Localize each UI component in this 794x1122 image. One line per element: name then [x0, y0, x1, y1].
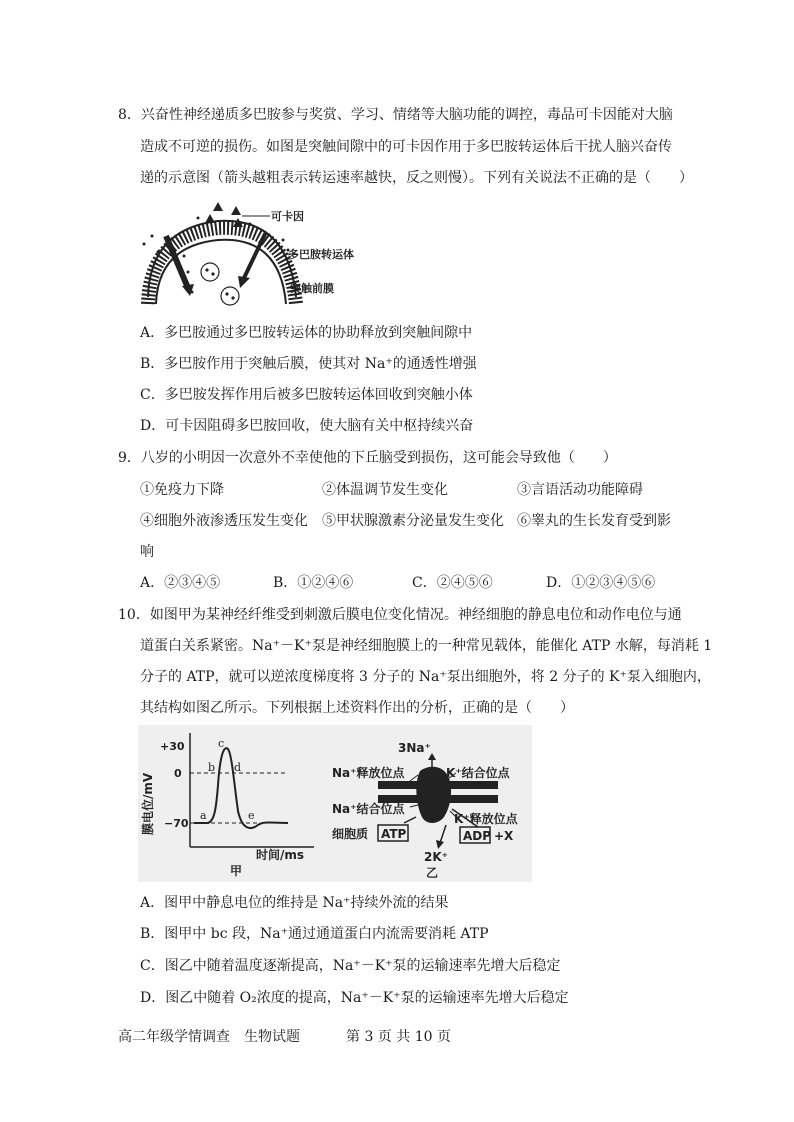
figure-yi-sodium-potassium-pump [328, 725, 532, 882]
figure-jia-membrane-potential [138, 725, 328, 882]
label-atp: ATP [381, 827, 407, 841]
label-dopamine-transporter: 多巴胺转运体 [288, 248, 354, 261]
q8-option-c: C．多巴胺发挥作用后被多巴胺转运体回收到突触小体 [140, 387, 473, 403]
q9-option-d: D．①②③④⑤⑥ [546, 575, 656, 591]
footer-page-number: 第 3 页 共 10 页 [346, 1029, 451, 1045]
y-axis-label: 膜电位/mV [141, 772, 155, 835]
q9-item-1: ①免疫力下降 [140, 482, 224, 498]
q9-stem: 9．八岁的小明因一次意外不幸使他的下丘脑受到损伤，这可能会导致他（ ） [118, 450, 617, 466]
q10-stem-line1: 10．如图甲为某神经纤维受到刺激后膜电位变化情况。神经细胞的静息电位和动作电位与通 [118, 607, 682, 623]
q10-stem-line2: 道蛋白关系紧密。Na⁺－K⁺泵是神经细胞膜上的一种常见载体，能催化 ATP 水解，每消耗 1 [140, 638, 713, 654]
tick-minus-70: −70 [164, 817, 189, 830]
q10-option-d: D．图乙中随着 O₂浓度的提高，Na⁺－K⁺泵的运输速率先增大后稳定 [140, 990, 569, 1006]
q8-synapse-figure [138, 196, 368, 306]
synaptic-vesicle [201, 263, 219, 281]
q9-item-3: ③言语活动功能障碍 [517, 482, 643, 498]
caption-jia: 甲 [230, 864, 243, 878]
q10-stem-line4: 其结构如图乙所示。下列根据上述资料作出的分析，正确的是（ ） [140, 700, 574, 716]
label-cytoplasm: 细胞质 [332, 827, 369, 841]
q9-option-c: C．②④⑤⑥ [412, 575, 493, 591]
x-axis-label: 时间/ms [256, 848, 305, 862]
point-b: b [208, 761, 216, 774]
label-presynaptic-membrane: 突触前膜 [290, 282, 334, 295]
q10-option-a: A．图甲中静息电位的维持是 Na⁺持续外流的结果 [140, 895, 449, 911]
caption-yi: 乙 [426, 866, 439, 880]
point-e: e [248, 809, 255, 822]
label-2k: 2K⁺ [424, 850, 448, 864]
q9-option-b: B．①②④⑥ [273, 575, 354, 591]
label-cocaine: 可卡因 [271, 210, 304, 223]
point-a: a [200, 809, 207, 822]
q9-item-6-continued: 响 [140, 544, 154, 560]
point-d: d [234, 761, 242, 774]
label-na-release-site: Na⁺释放位点 [332, 766, 405, 780]
footer-title: 高二年级学情调查 生物试题 [118, 1029, 300, 1045]
q10-option-c: C．图乙中随着温度逐渐提高，Na⁺－K⁺泵的运输速率先增大后稳定 [140, 958, 561, 974]
dopamine-transporter-right [238, 232, 266, 288]
q9-item-4: ④细胞外液渗透压发生变化 [140, 513, 308, 529]
synaptic-vesicle [221, 287, 239, 305]
tick-plus-30: +30 [160, 740, 185, 753]
label-plus-x: +X [494, 829, 514, 843]
tick-zero: 0 [174, 767, 182, 780]
q8-option-a: A．多巴胺通过多巴胺转运体的协助释放到突触间隙中 [140, 325, 473, 341]
label-k-binding-site: K⁺结合位点 [446, 766, 510, 780]
q9-option-a: A．②③④⑤ [140, 575, 221, 591]
label-adp: ADP [463, 829, 492, 843]
label-3na: 3Na⁺ [398, 741, 431, 755]
q9-item-6: ⑥睾丸的生长发育受到影 [517, 513, 671, 529]
label-k-release-site: K⁺释放位点 [454, 812, 518, 826]
q10-option-b: B．图甲中 bc 段，Na⁺通过通道蛋白内流需要消耗 ATP [140, 926, 489, 942]
q8-option-d: D．可卡因阻碍多巴胺回收，使大脑有关中枢持续兴奋 [140, 418, 474, 434]
q9-item-2: ②体温调节发生变化 [322, 482, 448, 498]
cocaine-icon [213, 202, 223, 211]
point-c: c [218, 737, 225, 750]
q10-stem-line3: 分子的 ATP，就可以逆浓度梯度将 3 分子的 Na⁺泵出细胞外，将 2 分子的 K⁺泵入细胞内， [140, 669, 711, 685]
q8-stem-line1: 8．兴奋性神经递质多巴胺参与奖赏、学习、情绪等大脑功能的调控，毒品可卡因能对大脑 [118, 107, 673, 123]
q8-option-b: B．多巴胺作用于突触后膜，使其对 Na⁺的通透性增强 [140, 356, 477, 372]
q9-item-5: ⑤甲状腺激素分泌量发生变化 [322, 513, 504, 529]
q8-stem-line3: 递的示意图（箭头越粗表示转运速率越快，反之则慢）。下列有关说法不正确的是（ ） [140, 170, 693, 186]
label-na-binding-site: Na⁺结合位点 [332, 802, 405, 816]
q8-stem-line2: 造成不可逆的损伤。如图是突触间隙中的可卡因作用于多巴胺转运体后干扰人脑兴奋传 [140, 139, 672, 155]
